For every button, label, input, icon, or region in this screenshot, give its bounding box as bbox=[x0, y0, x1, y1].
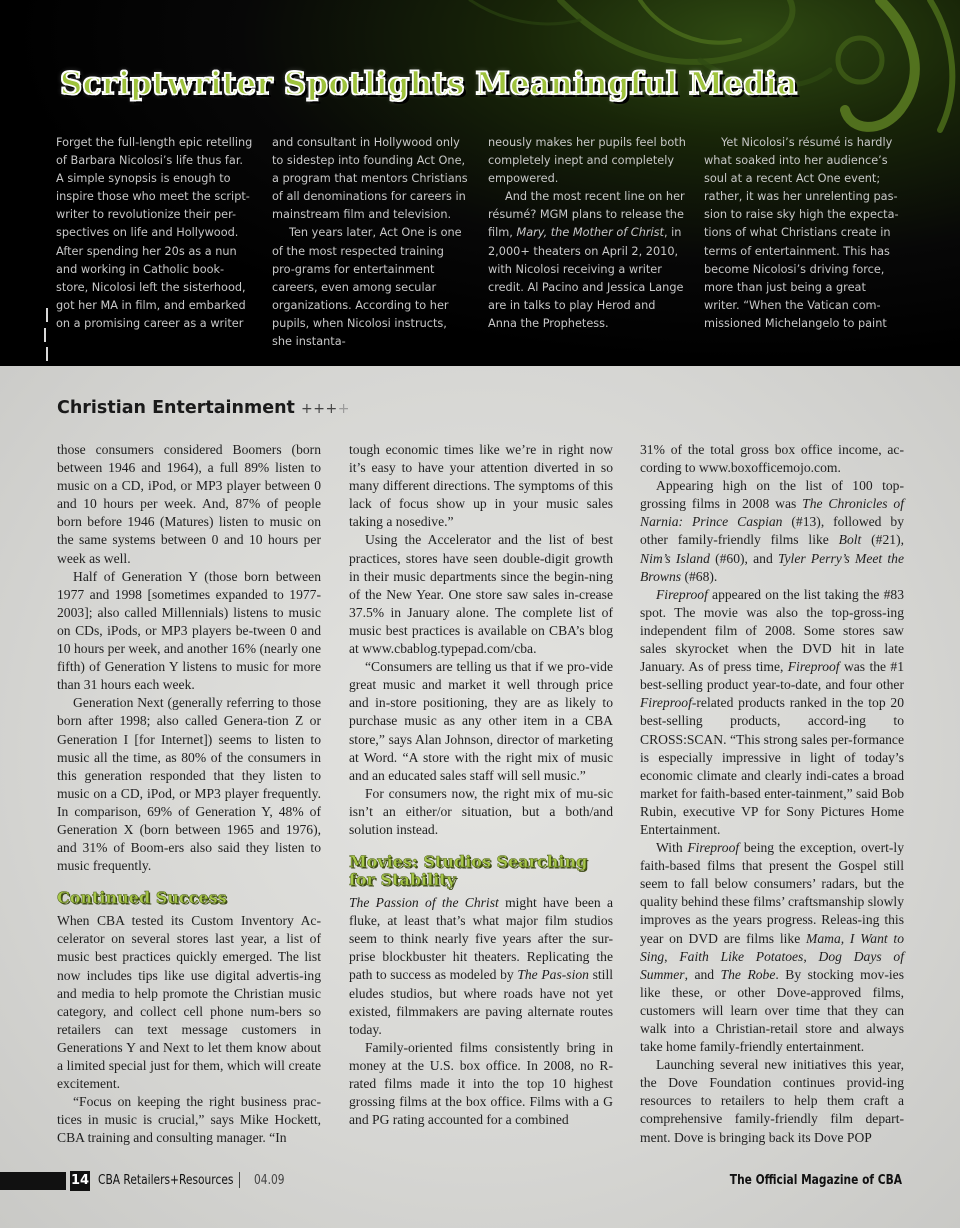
footer-divider bbox=[239, 1172, 240, 1188]
film-title: Nim’s Island bbox=[640, 550, 710, 566]
section-label: Christian Entertainment ++++ bbox=[57, 398, 350, 418]
film-title: The Chronicles of Narnia: Prince Caspian bbox=[640, 496, 904, 530]
body-paragraph: Launching several new initiatives this year, the Dove Foundation continues provid-ing resources to retailers to help them craft a comprehensive family-friendly film depart-ment. Dove is bringing back its Dove POP bbox=[640, 1057, 904, 1145]
intro-paragraph: Forget the full-length epic retelling of Barbara Nicolosi’s life thus far. A simple synopsis is enough to inspire those who meet the script-writer to revolutionize their per-spectives on life and Hollywood. After spending her 20s as a nun and working in Catholic book-store, Nicolosi left the sisterhood, got her MA in film, and embarked on a promising career as a writer bbox=[56, 136, 253, 330]
body-paragraph: Using the Accelerator and the list of best practices, stores have seen double-digit growth in their music departments since the begin-ning of the New Year. One store saw sales in-crease 37.5% in January alone. The complete list of music best practices is available on CBA’s blog at www.cbablog.typepad.com/cba. bbox=[349, 532, 613, 657]
film-title: Faith Like Potatoes bbox=[679, 948, 804, 964]
film-title: The Robe bbox=[720, 966, 776, 982]
body-paragraph: Family-oriented films consistently bring in money at the U.S. box office. In 2008, no R-rated films made it into the top 10 highest grossing films at the box office. Films with a G and PG rating accounted for a combined bbox=[349, 1039, 613, 1128]
film-title: Tyler Perry’s Meet the Browns bbox=[640, 550, 905, 584]
body-paragraph: Half of Generation Y (those born between 1977 and 1998 [sometimes expanded to 1977-2003]; also called Millennials) listens to music on CDs, iPods, or MP3 players be-tween 0 and 10 hours per week, and another 16% (nearly one fifth) of Generation Y listens to music for more than 31 hours each week. bbox=[57, 568, 321, 693]
edge-mark bbox=[44, 328, 46, 342]
film-title: Fireproof bbox=[687, 840, 740, 856]
film-title: Mary, the Mother of Christ bbox=[516, 226, 664, 240]
film-title: The Pas-sion bbox=[517, 967, 589, 983]
body-paragraph: With Fireproof being the exception, overt-ly faith-based films that present the Gospel still seem to fall below consumers’ radars, but the quality behind these films’ craftsmanship slowly improves as the years progress. Releas-ing this year on DVD are films like Mama, I Want to Sing, Faith Like Potatoes, Dog Days of Summer, and The Robe. By stocking mov-ies like these, or other Dove-approved films, customers will learn over time that they can walk into a Christian-retail store and always take home family-friendly entertainment. bbox=[640, 840, 905, 1055]
headline: Scriptwriter Spotlights Meaningful Media bbox=[60, 66, 798, 102]
body-paragraph: For consumers now, the right mix of mu-sic isn’t an either/or situation, but a both/and solution instead. bbox=[349, 785, 613, 837]
magazine-tagline: The Official Magazine of CBA bbox=[729, 1173, 902, 1188]
footer-bar bbox=[0, 1172, 66, 1190]
body-paragraph: Fireproof appeared on the list taking the #83 spot. The movie was also the top-gross-ing independent film of 2008. Some stores saw sales skyrocket when the DVD hit in late January. As of press time, Fireproof was the #1 best-selling product year-to-date, and four other Fireproof-related products ranked in the top 20 best-selling products, accord-ing to CROSS:SCAN. “This strong sales per-formance is especially impressive in light of today’s economic climate and clearly indi-cates a broad market for faith-based enter-tainment,” said Bob Rubin, executive VP for Sony Pictures Home Entertainment. bbox=[640, 586, 904, 837]
film-title: Fireproof bbox=[656, 586, 708, 602]
intro-paragraph: neously makes her pupils feel both completely inept and completely empowered. bbox=[488, 136, 686, 186]
intro-paragraph: And the most recent line on her résumé? MGM plans to release the film, Mary, the Mother of Christ, in 2,000+ theaters on April 2, 2010, with Nicolosi receiving a writer credit. Al Pacino and Jessica Lange are in talks to play Herod and Anna the Prophetess. bbox=[488, 190, 685, 330]
body-paragraph: Appearing high on the list of 100 top-grossing films in 2008 was The Chronicles of Narnia: Prince Caspian (#13), followed by other family-friendly films like Bolt (#21), Nim’s Island (#60), and Tyler Perry’s Meet the Browns (#68). bbox=[640, 478, 905, 584]
intro-column-1 bbox=[56, 134, 254, 333]
page-number: 14 bbox=[70, 1171, 90, 1191]
plus-marks: ++++ bbox=[301, 401, 350, 417]
body-paragraph: 31% of the total gross box office income, ac-cording to www.boxofficemojo.com. bbox=[640, 442, 904, 476]
body-paragraph: tough economic times like we’re in right now it’s easy to have your attention diverted in so many different directions. The symptoms of this lack of focus show up in your music sales taking a nosedive.” bbox=[349, 442, 613, 530]
body-paragraph: The Passion of the Christ might have been a fluke, at least that’s what major film studios seem to think nearly five years after the sur-prise blockbuster hit theaters. Replicating the path to success as modeled by The Pas-sion still eludes studios, but where roads have not yet existed, filmmakers are paving alternate routes today. bbox=[349, 895, 614, 1037]
film-title: The Passion of the Christ bbox=[349, 895, 499, 911]
intro-paragraph: Ten years later, Act One is one of the most respected training pro-grams for entertainment careers, even among secular organizations. According to her pupils, when Nicolosi instructs, she instanta- bbox=[272, 226, 462, 349]
body-paragraph: Generation Next (generally referring to those born after 1998; also called Genera-tion Z or Generation I [for Internet]) seems to listen to music all the time, as 80% of the consumers in this generation responded that they listen to music on a CD, iPod, or MP3 player frequently. In comparison, 69% of Generation Y, 48% of Generation X (born between 1965 and 1976), and 31% of Boom-ers also said they listen to music frequently. bbox=[57, 695, 321, 874]
body-paragraph: those consumers considered Boomers (born between 1946 and 1964), a full 89% listen to music on a CD, iPod, or MP3 player between 0 and 10 hours per week. And, 87% of people born before 1946 (Matures) listen to music on the same systems between 0 and 10 hours per week as well. bbox=[57, 442, 321, 566]
edge-mark bbox=[46, 308, 48, 322]
intro-column-3 bbox=[488, 134, 686, 333]
intro-column-2 bbox=[272, 134, 470, 351]
publication-name: CBA Retailers+Resources bbox=[98, 1173, 234, 1188]
film-title: Mama, I Want to Sing bbox=[640, 930, 904, 964]
body-paragraph: When CBA tested its Custom Inventory Ac-celerator on several stores last year, a list of music best practices quickly emerged. The list now includes tips like use digital advertis-ing and media to help promote the Christian music category, and collect cell phone num-bers so retailers can text message customers in Generations Y and Next to let them know about a limited special just for them, which will create excitement. bbox=[57, 913, 321, 1092]
issue-date: 04.09 bbox=[254, 1173, 285, 1188]
body-paragraph: “Consumers are telling us that if we pro-vide great music and market it well through price and in-store positioning, they are as likely to purchase music as any other item in a CBA store,” says Alan Johnson, director of marketing at Word. “A store with the right mix of music and an educated sales staff will sell music.” bbox=[349, 659, 613, 783]
film-title: Dog Days of Summer bbox=[640, 948, 905, 982]
film-title: Bolt bbox=[838, 532, 862, 548]
subhead: Movies: Studios Searching for Stability bbox=[349, 852, 588, 890]
body-paragraph: “Focus on keeping the right business prac-tices in music is crucial,” says Mike Hockett, CBA training and consulting manager. “In bbox=[57, 1094, 321, 1146]
body-column-1 bbox=[57, 441, 321, 1147]
intro-paragraph: and consultant in Hollywood only to sidestep into founding Act One, a program that mentors Christians of all denominations for careers in mainstream film and television. bbox=[272, 136, 468, 222]
body-column-2 bbox=[349, 441, 613, 1129]
body-column-3 bbox=[640, 441, 904, 1147]
edge-mark bbox=[46, 347, 48, 361]
film-title: Fireproof bbox=[640, 695, 692, 711]
header-band bbox=[0, 0, 960, 366]
intro-paragraph: Yet Nicolosi’s résumé is hardly what soaked into her audience’s soul at a recent Act One event; rather, it was her unrelenting pas-sion to raise sky high the expecta-tions of what Christians create in terms of entertainment. This has become Nicolosi’s driving force, more than just being a great writer. “When the Vatican com-missioned Michelangelo to paint bbox=[704, 136, 899, 330]
intro-column-4 bbox=[704, 134, 902, 333]
film-title: Fireproof bbox=[787, 659, 840, 675]
subhead: Continued Success bbox=[57, 888, 227, 908]
